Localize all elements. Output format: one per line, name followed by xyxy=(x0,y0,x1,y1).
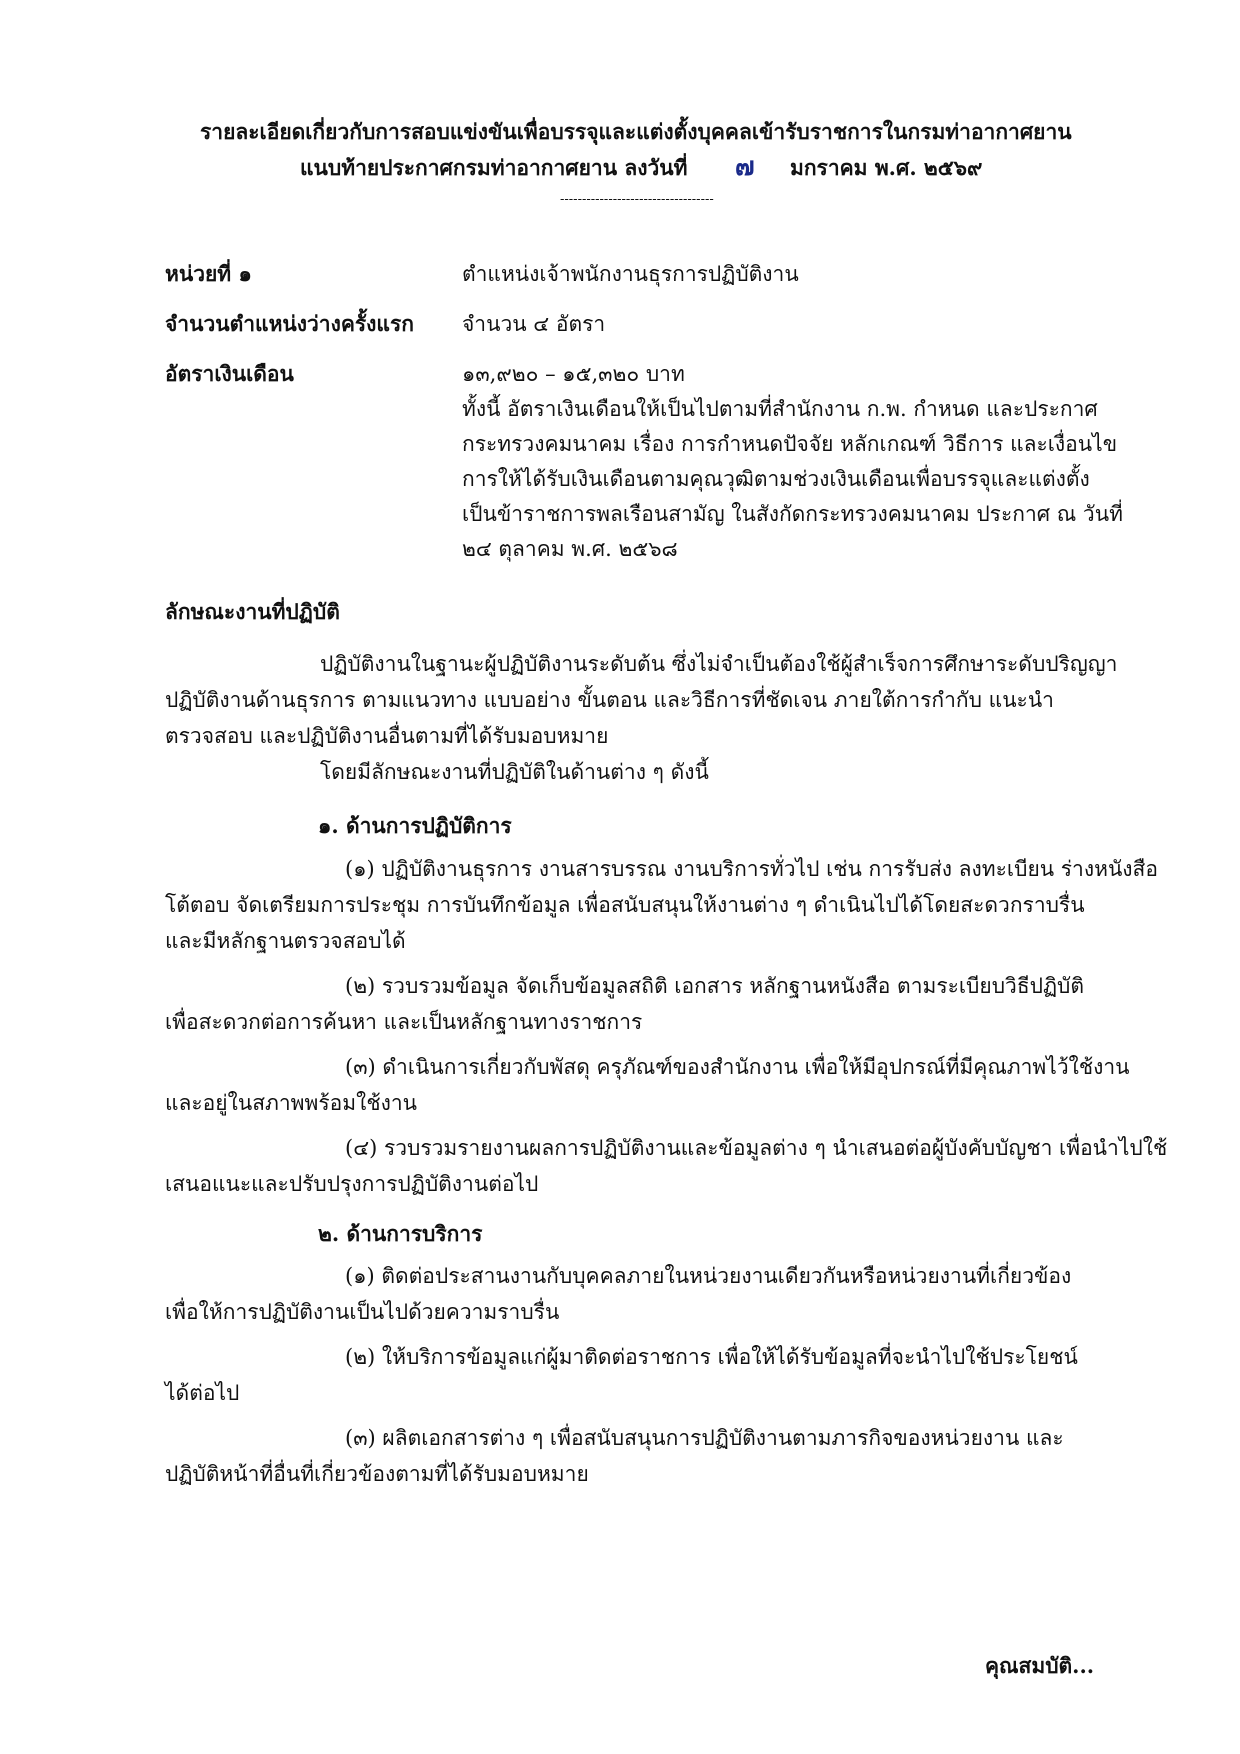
salary-note-line: ๒๔ ตุลาคม พ.ศ. ๒๕๖๘ xyxy=(462,537,678,561)
intro-sub: โดยมีลักษณะงานที่ปฏิบัติในด้านต่าง ๆ ดังนี้ xyxy=(320,760,709,784)
section-1-heading: ๑. ด้านการปฏิบัติการ xyxy=(318,813,512,838)
title-line-2-prefix: แนบท้ายประกาศกรมท่าอากาศยาน ลงวันที่ xyxy=(300,155,688,180)
title-line-2-suffix: มกราคม พ.ศ. ๒๕๖๙ xyxy=(790,155,983,180)
salary-note-line: การให้ได้รับเงินเดือนตามคุณวุฒิตามช่วงเงินเดือนเพื่อบรรจุและแต่งตั้ง xyxy=(462,467,1090,491)
s1-item-3-cont: และอยู่ในสภาพพร้อมใช้งาน xyxy=(165,1091,417,1115)
s1-item-1-cont: และมีหลักฐานตรวจสอบได้ xyxy=(165,929,406,953)
title-line-1: รายละเอียดเกี่ยวกับการสอบแข่งขันเพื่อบรรจุและแต่งตั้งบุคคลเข้ารับราชการในกรมท่าอากาศยาน xyxy=(200,119,1072,144)
job-heading: ลักษณะงานที่ปฏิบัติ xyxy=(165,599,340,624)
unit-value: ตำแหน่งเจ้าพนักงานธุรการปฏิบัติงาน xyxy=(462,262,799,286)
unit-label: หน่วยที่ ๑ xyxy=(165,261,252,286)
s1-item-4-first: (๔) รวบรวมรายงานผลการปฏิบัติงานและข้อมูลต่าง ๆ นำเสนอต่อผู้บังคับบัญชา เพื่อนำไปใช้ xyxy=(345,1136,1168,1160)
vacancy-label: จำนวนตำแหน่งว่างครั้งแรก xyxy=(165,311,414,336)
handwritten-day: ๗ xyxy=(735,152,755,182)
salary-label: อัตราเงินเดือน xyxy=(165,361,294,386)
s2-item-2-first: (๒) ให้บริการข้อมูลแก่ผู้มาติดต่อราชการ เพื่อให้ได้รับข้อมูลที่จะนำไปใช้ประโยชน์ xyxy=(345,1345,1078,1369)
s1-item-2-first: (๒) รวบรวมข้อมูล จัดเก็บข้อมูลสถิติ เอกสาร หลักฐานหนังสือ ตามระเบียบวิธีปฏิบัติ xyxy=(345,974,1085,998)
s1-item-1-cont: โต้ตอบ จัดเตรียมการประชุม การบันทึกข้อมูล เพื่อสนับสนุนให้งานต่าง ๆ ดำเนินไปได้โดยสะดวกราบรื่น xyxy=(165,893,1085,917)
intro-line: ปฏิบัติงานในฐานะผู้ปฏิบัติงานระดับต้น ซึ่งไม่จำเป็นต้องใช้ผู้สำเร็จการศึกษาระดับปริญญา xyxy=(320,652,1118,676)
salary-note-line: ทั้งนี้ อัตราเงินเดือนให้เป็นไปตามที่สำนักงาน ก.พ. กำหนด และประกาศ xyxy=(462,397,1098,421)
s2-item-3-cont: ปฏิบัติหน้าที่อื่นที่เกี่ยวข้องตามที่ได้รับมอบหมาย xyxy=(165,1462,589,1486)
s2-item-3-first: (๓) ผลิตเอกสารต่าง ๆ เพื่อสนับสนุนการปฏิบัติงานตามภารกิจของหน่วยงาน และ xyxy=(345,1426,1064,1450)
s1-item-1-first: (๑) ปฏิบัติงานธุรการ งานสารบรรณ งานบริการทั่วไป เช่น การรับส่ง ลงทะเบียน ร่างหนังสือ xyxy=(345,857,1158,881)
continued-label: คุณสมบัติ... xyxy=(985,1653,1095,1678)
vacancy-value: จำนวน ๔ อัตรา xyxy=(462,312,606,336)
s1-item-2-cont: เพื่อสะดวกต่อการค้นหา และเป็นหลักฐานทางราชการ xyxy=(165,1010,643,1034)
intro-line: ปฏิบัติงานด้านธุรการ ตามแนวทาง แบบอย่าง ขั้นตอน และวิธีการที่ชัดเจน ภายใต้การกำกับ แนะนำ xyxy=(165,688,1054,712)
section-2-heading: ๒. ด้านการบริการ xyxy=(318,1221,483,1246)
salary-note-line: เป็นข้าราชการพลเรือนสามัญ ในสังกัดกระทรวงคมนาคม ประกาศ ณ วันที่ xyxy=(462,502,1123,526)
s1-item-4-cont: เสนอแนะและปรับปรุงการปฏิบัติงานต่อไป xyxy=(165,1172,539,1196)
s2-item-1-first: (๑) ติดต่อประสานงานกับบุคคลภายในหน่วยงานเดียวกันหรือหน่วยงานที่เกี่ยวข้อง xyxy=(345,1264,1072,1288)
s2-item-1-cont: เพื่อให้การปฏิบัติงานเป็นไปด้วยความราบรื่น xyxy=(165,1300,560,1324)
salary-range: ๑๓,๙๒๐ – ๑๕,๓๒๐ บาท xyxy=(462,362,685,386)
s1-item-3-first: (๓) ดำเนินการเกี่ยวกับพัสดุ ครุภัณฑ์ของสำนักงาน เพื่อให้มีอุปกรณ์ที่มีคุณภาพไว้ใช้งาน xyxy=(345,1055,1130,1079)
intro-line: ตรวจสอบ และปฏิบัติงานอื่นตามที่ได้รับมอบหมาย xyxy=(165,724,609,748)
header-rule: ----------------------------------- xyxy=(560,192,714,207)
salary-note-line: กระทรวงคมนาคม เรื่อง การกำหนดปัจจัย หลักเกณฑ์ วิธีการ และเงื่อนไข xyxy=(462,432,1118,456)
s2-item-2-cont: ได้ต่อไป xyxy=(165,1381,240,1405)
